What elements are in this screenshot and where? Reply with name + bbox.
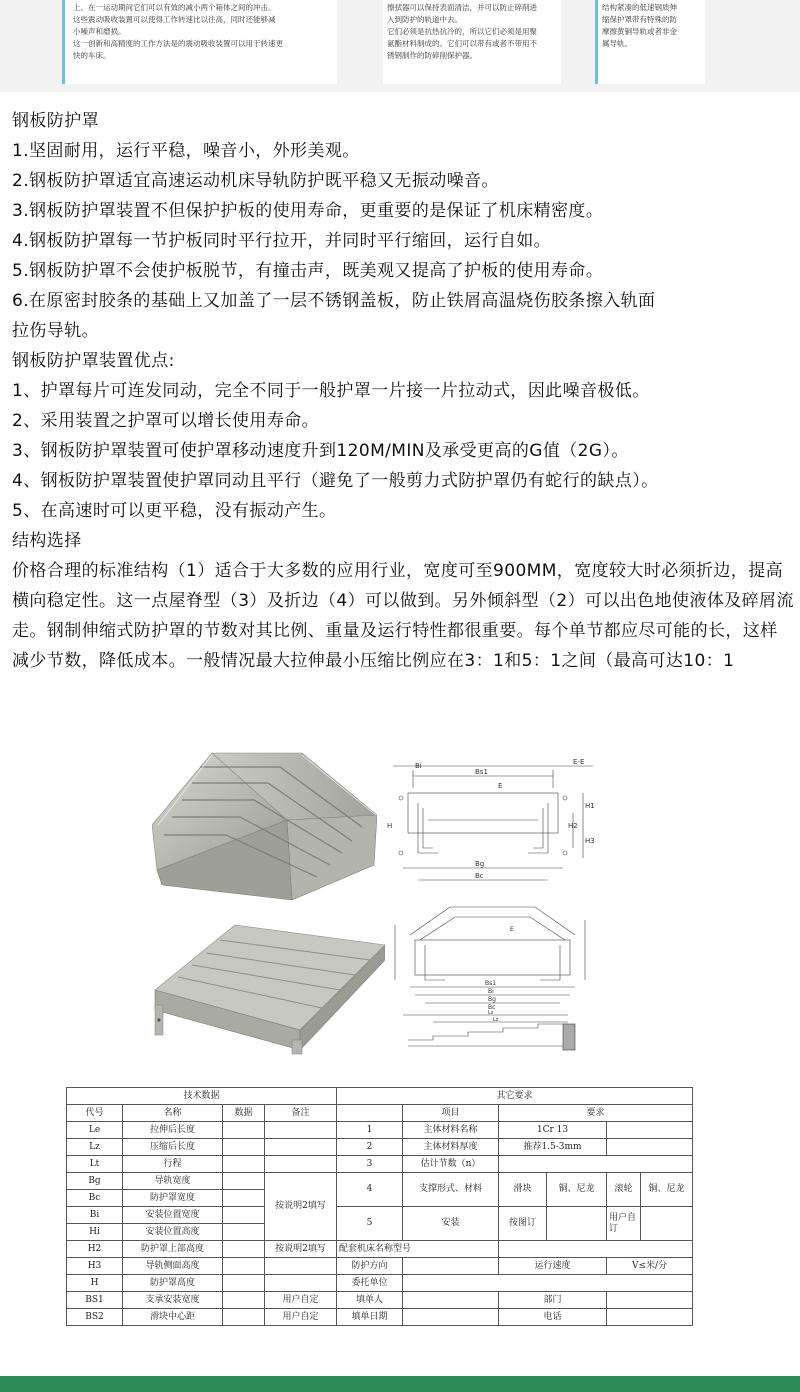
- advantage-item: 4、钢板防护罩装置使护罩同动且平行（避免了一般剪力式防护罩仍有蛇行的缺点）。: [12, 471, 659, 491]
- card-line: 缩保护罩带有特殊的防: [602, 15, 677, 24]
- date-label: 填单日期: [337, 1309, 403, 1326]
- row-name: 安装位置高度: [123, 1224, 223, 1241]
- col-header-name: 名称: [123, 1105, 223, 1122]
- row-code: Lt: [67, 1156, 123, 1173]
- dim-label-bi: Bi: [415, 762, 422, 770]
- item-number: 2: [337, 1139, 403, 1156]
- card-line: 属导轨。: [602, 39, 632, 48]
- row-name: 支承安装宽度: [123, 1292, 223, 1309]
- info-card-compact: [595, 0, 705, 84]
- col-header-code: 代号: [67, 1105, 123, 1122]
- row-data-cell[interactable]: [223, 1190, 265, 1207]
- item-label: 主体材料厚度: [403, 1139, 499, 1156]
- card-line: 锈钢制作的防碎削保护器。: [387, 51, 477, 60]
- machine-model-label: 配套机床名称型号: [337, 1241, 499, 1258]
- phone-cell[interactable]: [607, 1309, 693, 1326]
- section-heading: 钢板防护罩装置优点:: [12, 351, 175, 371]
- machine-model-cell[interactable]: [499, 1241, 693, 1258]
- row-data-cell[interactable]: [223, 1207, 265, 1224]
- row-data-cell[interactable]: [223, 1241, 265, 1258]
- department-label: 部门: [499, 1292, 607, 1309]
- structure-paragraph: 价格合理的标准结构（1）适合于大多数的应用行业，宽度可至900MM，宽度较大时必须折边，提高横向稳定性。这一点屋脊型（3）及折边（4）可以做到。另外倾斜型（2）可以出色地使液体及碎屑流走。钢制伸缩式防护罩的节数对其比例、重量及运行特性都很重要。每个单节都应尽可能的长，这样减少节数，降低成本。一般情况最大拉伸最小压缩比例应在3：1和5：1之间（最高可达10：1: [12, 561, 794, 671]
- client-label: 委托单位: [337, 1275, 403, 1292]
- option-by-drawing: 按图订: [499, 1207, 547, 1241]
- option-user-custom: 用户自订: [607, 1207, 641, 1241]
- cross-section-drawing: [383, 758, 598, 888]
- item-number: 4: [337, 1173, 403, 1207]
- header-other-requirements: 其它要求: [337, 1088, 693, 1105]
- row-name: 防护罩宽度: [123, 1190, 223, 1207]
- row-code: BS2: [67, 1309, 123, 1326]
- dim-label-bc: Bc: [475, 872, 484, 880]
- card-line: 它们必须是抗热抗冷的，所以它们必须是用聚: [387, 27, 537, 36]
- item-label: 安装: [403, 1207, 499, 1241]
- description-section: [12, 106, 794, 676]
- dim-label-e: E: [498, 782, 503, 790]
- row-code: BS1: [67, 1292, 123, 1309]
- filler-cell[interactable]: [403, 1292, 499, 1309]
- row-code: Bi: [67, 1207, 123, 1224]
- col-header-item: 项目: [403, 1105, 499, 1122]
- row-code: Lz: [67, 1139, 123, 1156]
- option-copper-nylon: 铜、尼龙: [641, 1173, 693, 1207]
- row-name: 行程: [123, 1156, 223, 1173]
- row-code: H2: [67, 1241, 123, 1258]
- row-code: Le: [67, 1122, 123, 1139]
- row-note: 按说明2填写: [265, 1241, 337, 1258]
- feature-item: 4.钢板防护罩每一节护板同时平行拉开，并同时平行缩回，运行自如。: [12, 231, 552, 251]
- row-code: Bc: [67, 1190, 123, 1207]
- row-data-cell[interactable]: [223, 1275, 265, 1292]
- advantage-item: 5、在高速时可以更平稳，没有振动产生。: [12, 501, 337, 521]
- row-data-cell[interactable]: [223, 1156, 265, 1173]
- item-number: 1: [337, 1122, 403, 1139]
- info-card-wiper: [383, 0, 561, 84]
- flat-cover-image: [150, 920, 385, 1055]
- row-data-cell[interactable]: [223, 1139, 265, 1156]
- feature-item: 3.钢板防护罩装置不但保护护板的使用寿命，更重要的是保证了机床精密度。: [12, 201, 604, 221]
- roof-cover-image: [152, 745, 377, 900]
- row-name: 防护罩高度: [123, 1275, 223, 1292]
- card-line: 擦拭器可以保持表面清洁，并可以防止碎削进: [387, 3, 537, 12]
- card-line: 结构紧凑的低速钢质伸: [602, 3, 677, 12]
- row-code: H: [67, 1275, 123, 1292]
- option-copper-nylon: 铜、尼龙: [547, 1173, 607, 1207]
- dim-label-bi: Bi: [488, 988, 494, 995]
- item-label: 支撑形式、材料: [403, 1173, 499, 1207]
- col-header-data: 数据: [223, 1105, 265, 1122]
- speed-label: 运行速度: [499, 1258, 607, 1275]
- feature-item: 1.坚固耐用，运行平稳，噪音小，外形美观。: [12, 141, 360, 161]
- row-data-cell[interactable]: [223, 1258, 265, 1275]
- feature-item: 6.在原密封胶条的基础上又加盖了一层不锈钢盖板，防止铁屑高温烧伤胶条擦入轨面: [12, 291, 656, 311]
- feature-item: 5.钢板防护罩不会使护板脱节，有撞击声，既美观又提高了护板的使用寿命。: [12, 261, 604, 281]
- row-data-cell[interactable]: [223, 1309, 265, 1326]
- row-data-cell[interactable]: [223, 1173, 265, 1190]
- row-name: 压缩后长度: [123, 1139, 223, 1156]
- dim-label-bs1: Bs1: [485, 980, 497, 987]
- card-line: 快的车床。: [73, 51, 111, 60]
- direction-label: 防护方向: [337, 1258, 403, 1275]
- filler-label: 填单人: [337, 1292, 403, 1309]
- card-line: 入到防护的轨道中去。: [387, 15, 462, 24]
- department-cell[interactable]: [607, 1292, 693, 1309]
- dim-label-h: H: [387, 822, 393, 830]
- date-cell[interactable]: [403, 1309, 499, 1326]
- row-note: 按说明2填写: [265, 1173, 337, 1241]
- footer-bar: [0, 1376, 800, 1392]
- row-note: 用户自定: [265, 1292, 337, 1309]
- dim-label-bs1: Bs1: [475, 768, 488, 776]
- dim-label-h1: H1: [585, 802, 595, 810]
- col-header-requirement: 要求: [499, 1105, 693, 1122]
- row-data-cell[interactable]: [223, 1122, 265, 1139]
- dim-label-e: E: [510, 926, 514, 933]
- info-card-vibration: [62, 0, 337, 84]
- option-slider: 滑块: [499, 1173, 547, 1207]
- item-requirement: 推荐1.5-3mm: [499, 1139, 607, 1156]
- row-name: 安装位置宽度: [123, 1207, 223, 1224]
- option-roller: 滚轮: [607, 1173, 641, 1207]
- card-line: 上。在一运动期间它们可以有效的减小两个箱体之间的冲击。: [73, 3, 276, 12]
- dim-label-ls: Ls: [488, 1010, 494, 1016]
- card-line: 这些震动吸收装置可以使得工作转速比以往高，同时还能够减: [73, 15, 276, 24]
- item-number: 3: [337, 1156, 403, 1173]
- advantage-item: 1、护罩每片可连发同动，完全不同于一般护罩一片接一片拉动式，因此噪音极低。: [12, 381, 650, 401]
- advantage-item: 2、采用装置之护罩可以增长使用寿命。: [12, 411, 320, 431]
- row-data-cell[interactable]: [223, 1292, 265, 1309]
- item-label: 估计节数（n）: [403, 1156, 499, 1173]
- client-cell[interactable]: [403, 1275, 693, 1292]
- card-line: 摩擦黄铜导轨或者非金: [602, 27, 677, 36]
- length-drawing: [393, 1010, 578, 1060]
- row-name: 导轨宽度: [123, 1173, 223, 1190]
- item-number: 5: [337, 1207, 403, 1241]
- row-name: 拉伸后长度: [123, 1122, 223, 1139]
- dim-label-bc: Bc: [488, 1004, 496, 1010]
- roof-section-drawing: [385, 895, 600, 1010]
- card-line: 这一创新和高精度的工作方法是的震动吸收装置可以用于转速更: [73, 39, 283, 48]
- item-label: 主体材料名称: [403, 1122, 499, 1139]
- dim-label-h2: H2: [568, 822, 578, 830]
- advantage-item: 3、钢板防护罩装置可使护罩移动速度升到120M/MIN及承受更高的G值（2G）。: [12, 441, 629, 461]
- dim-label-bg: Bg: [488, 996, 496, 1003]
- card-line: 小噪声和磨损。: [73, 27, 126, 36]
- row-code: Hi: [67, 1224, 123, 1241]
- header-tech-data: 技术数据: [67, 1088, 337, 1105]
- spec-table: [66, 1087, 693, 1326]
- direction-cell[interactable]: [403, 1258, 499, 1275]
- row-code: Bg: [67, 1173, 123, 1190]
- dim-label-ee: E-E: [573, 758, 585, 766]
- dim-label-bg: Bg: [475, 860, 485, 868]
- row-code: H3: [67, 1258, 123, 1275]
- section-heading: 结构选择: [12, 531, 82, 551]
- row-note: 用户自定: [265, 1309, 337, 1326]
- speed-value: V≤米/分: [607, 1258, 693, 1275]
- card-line: 氨酯材料制成的。它们可以带有或者不带用不: [387, 39, 537, 48]
- row-name: 滑块中心距: [123, 1309, 223, 1326]
- dim-label-lz: Lz: [493, 1017, 499, 1023]
- feature-item: 拉伤导轨。: [12, 321, 99, 341]
- col-header-note: 备注: [265, 1105, 337, 1122]
- row-data-cell[interactable]: [223, 1224, 265, 1241]
- top-info-strip: [0, 0, 800, 92]
- dim-label-h3: H3: [585, 837, 595, 845]
- section-heading: 钢板防护罩: [12, 111, 99, 131]
- row-name: 导轨侧面高度: [123, 1258, 223, 1275]
- item-requirement: 1Cr 13: [499, 1122, 607, 1139]
- feature-item: 2.钢板防护罩适宜高速运动机床导轨防护既平稳又无振动噪音。: [12, 171, 499, 191]
- row-name: 防护罩上部高度: [123, 1241, 223, 1258]
- phone-label: 电话: [499, 1309, 607, 1326]
